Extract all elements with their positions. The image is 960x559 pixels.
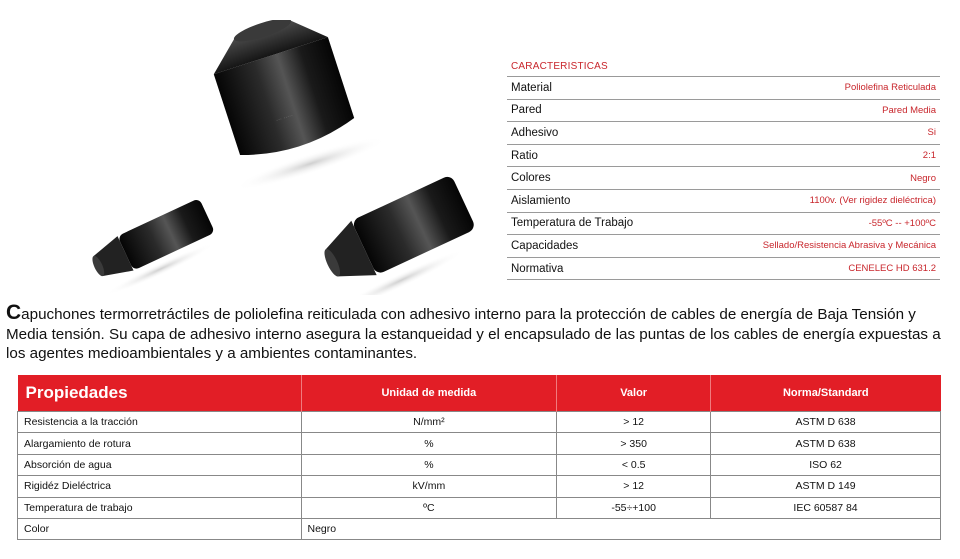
header-propiedades: Propiedades: [18, 375, 302, 412]
spec-value: Poliolefina Reticulada: [844, 82, 936, 94]
table-row: [18, 454, 941, 475]
color-label: Color: [18, 518, 302, 539]
table-header-row: [18, 375, 941, 412]
header-norma: Norma/Standard: [711, 375, 941, 412]
spec-label: Aislamiento: [511, 194, 571, 207]
property-unit: kV/mm: [301, 476, 557, 497]
spec-value: Si: [927, 127, 936, 139]
property-unit: ºC: [301, 497, 557, 518]
spec-row: [507, 258, 940, 281]
spec-row: [507, 122, 940, 145]
spec-value: Negro: [910, 172, 936, 184]
color-row: [18, 518, 941, 539]
spec-label: Adhesivo: [511, 126, 559, 139]
property-standard: ASTM D 638: [711, 433, 941, 454]
specs-table: [507, 58, 940, 280]
description-text: apuchones termorretráctiles de poliolefina reiticulada con adhesivo interno para la protección de cables de energía de Baja Tensión y Media tensión. Su capa de adhesivo interno asegura la estanqueidad y el encapsulado de las puntas de los cables de energía expuestas a los agentes medioambientales y a ambientes contaminantes.: [6, 306, 941, 362]
spec-row: [507, 100, 940, 123]
header-unidad: Unidad de medida: [301, 375, 557, 412]
property-name: Rigidéz Dieléctrica: [18, 476, 302, 497]
specs-heading: CARACTERISTICAS: [507, 58, 940, 77]
property-value: > 350: [557, 433, 711, 454]
small-cap-left-image: [86, 198, 222, 295]
color-value: Negro: [301, 518, 941, 539]
property-value: -55÷+100: [557, 497, 711, 518]
spec-label: Capacidades: [511, 239, 579, 252]
spec-row: [507, 145, 940, 168]
property-name: Alargamiento de rotura: [18, 433, 302, 454]
spec-row: [507, 213, 940, 236]
spec-label: Pared: [511, 104, 542, 117]
property-standard: ASTM D 638: [711, 412, 941, 433]
properties-table: [17, 375, 941, 540]
spec-value: 1100v. (Ver rigidez dieléctrica): [809, 195, 936, 207]
spec-value: 2:1: [922, 150, 936, 162]
property-standard: IEC 60587 84: [711, 497, 941, 518]
table-row: [18, 476, 941, 497]
spec-label: Material: [511, 81, 552, 94]
spec-row: [507, 235, 940, 258]
spec-row: [507, 190, 940, 213]
property-unit: %: [301, 433, 557, 454]
spec-value: -55ºC -- +100ºC: [868, 217, 936, 229]
table-row: [18, 497, 941, 518]
medium-cap-right-image: [306, 174, 486, 295]
table-row: [18, 412, 941, 433]
spec-value: Pared Media: [882, 104, 936, 116]
spec-value: Sellado/Resistencia Abrasiva y Mecánica: [762, 240, 936, 252]
spec-label: Normativa: [511, 262, 564, 275]
property-name: Absorción de agua: [18, 454, 302, 475]
property-value: > 12: [557, 412, 711, 433]
property-name: Temperatura de trabajo: [18, 497, 302, 518]
property-value: > 12: [557, 476, 711, 497]
property-value: < 0.5: [557, 454, 711, 475]
spec-label: Colores: [511, 172, 551, 185]
svg-text:··· ·····: ··· ·····: [275, 112, 295, 125]
property-standard: ASTM D 149: [711, 476, 941, 497]
spec-row: [507, 77, 940, 100]
property-unit: N/mm²: [301, 412, 557, 433]
property-unit: %: [301, 454, 557, 475]
drop-cap: C: [6, 301, 22, 324]
spec-label: Ratio: [511, 149, 538, 162]
spec-row: [507, 167, 940, 190]
property-standard: ISO 62: [711, 454, 941, 475]
spec-label: Temperatura de Trabajo: [511, 217, 634, 230]
spec-value: CENELEC HD 631.2: [848, 263, 936, 275]
product-photo: [40, 20, 490, 295]
product-description: [6, 303, 946, 364]
property-name: Resistencia a la tracción: [18, 412, 302, 433]
header-valor: Valor: [557, 375, 711, 412]
table-row: [18, 433, 941, 454]
large-cap-image: [189, 20, 390, 198]
